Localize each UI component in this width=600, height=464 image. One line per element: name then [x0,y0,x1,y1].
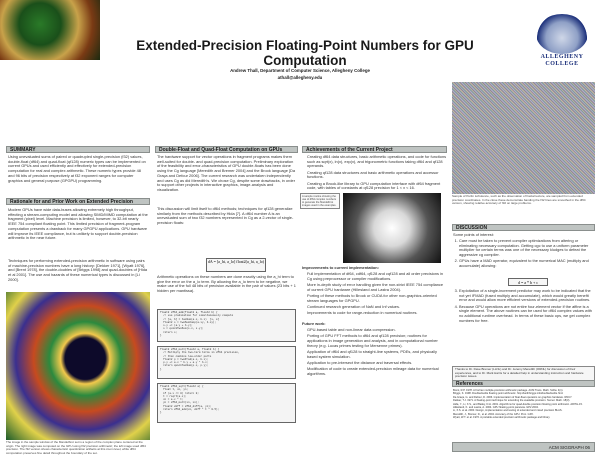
rationale-header: Rationale for and Prior Work on Extended Precision [6,198,150,205]
references-list [453,389,594,441]
improvement-item: • Porting of these methods to Brook or CUDA for other non-graphics-oriented stream languages for GPGPU. [307,294,447,303]
rationale-p2: Techniques for performing extended-precision arithmetic in software using pairs of machine-precision numbers have a long history: [Dekker 1971], [Wyatt 1976], and [Brent 1978], the double-doubles of [Briggs 1998] and quad-doubles of [Hida et al 2001]. The use and hazards of these numerical types is discussed in [Li 2000]. [8,259,148,282]
future-item: • GPU-based table and non-linear data compression. [307,328,447,333]
improvement-item: • Continued research generation of NaN and Inf values. [307,305,447,310]
discussion-list-b [453,289,594,363]
reference-item: Briggs, K. 1998. Doubledouble floating point arithmetic. http://keithbriggs.info/doubledouble.html [453,392,563,396]
df64-formula: dA = [a_hi, a_lo] float2(a_hi, a_lo) [206,258,266,272]
improvement-item: • More in-depth study of error handling given the non-strict IEEE 754 compliance of current GPU hardware (Hillesland and Lastra 2004). [307,283,447,292]
reference-item: Hida, Y., Li, X.S., and Bailey, D.H. 2001. Algorithms for quad-double precision floating point arithmetic. ARITH-15. [453,402,583,406]
code-block-mult: float2 df64_mult(float2 a, float2 b) { // Multiply the two-term terms in df64 precision, // then combine low-order parts float2 p = twoProd(a.x, b.x); p.y += a.x * b.y + a.y * b.x; return quickTwoSum(p.x, p.y); } [157,346,296,379]
achievements-header: Achievements of the Current Project [302,146,447,153]
mad-formula: d = a * b + c [508,278,548,286]
sample-mandelbrot-image [343,193,441,263]
discussion-item: 4. Because GPU operations are not entire four-element vector if the affine is a single element. The above routines can be used for df64 complex values with no additional runtime overhead. In terms of these basic ops, we get complex numbers for free. [459,305,594,324]
discussion-list-a [453,239,594,275]
acknowledgment-box: Thanks to Dr. Dave Bremer (LLNL) and Dr. Jeremy Meredith (ORNL) for discussion of their experiences, and to Dr. Mark Harris for a detailed help in understanding instruction and hardware precision issues. [452,366,595,381]
future-item: • Application to pre-intersect the distance and traversal effects. [307,361,447,366]
perlin-noise-caption: Sample of Perlin turbulence, such as the observation of fractal texture, are sampled from extended precision coordinates. In the close these demonstrate banding the f32 lines are smoothed in the df64 version, showing relative accuracy of f32 on large problems. [452,194,586,206]
double-quad-header: Double-Float and Quad-Float Computation on GPUs [155,146,298,153]
summary-header: SUMMARY [6,146,150,153]
reference-item: Wyatt, W.T. et al. 1976. A portable extended precision arithmetic package and library. [453,416,551,420]
summary-text: Using unevaluated sums of paired or quadrupled single-precision (f32) values, double-float (df64) and quad-float (qf128) numeric types can be implemented on current GPUs and used efficiently and effectively for extended-precision computation for real and complex arithmetic. These numeric types provide 48 and 96 bits of precision respectively at f32 exponent ranges for computer graphics and general purpose (GPGPU) programming. [8,155,146,183]
achievement-item: • Creating qf128 data structures and basic arithmetic operations and accessor functions. [307,171,447,180]
code-block-sqrt: float4 df64_sqrt(float2 a) { float t, xn, yn; if (a.x <= 0) return 0; t = rsqrt(a.x); xn = a.x * t; yn = df64_mult(xn, xn); float2 diff = df64_diff(a, yn); return df64_add(xn, diff * t * 0.5); } [157,383,296,423]
logo-line2: COLLEGE [545,61,579,67]
references-header: References [452,380,595,387]
siggraph-footer: ACM SIGGRAPH 06 [452,442,595,452]
sample-routine-caption: A sample routine showing the use of df64 complex numbers to generate the Mandelbrot images used in the examples. [300,193,340,209]
improvements-header: Improvements to current implementation: [302,266,379,270]
double-quad-p2: This discussion will limit itself to df64 methods; techniques for qf128 generalize similarly from the methods described by Hida [7]. A df64 number A is an unevaluated sum of two f32 numbers represented in Cg as a 2-vector of single-precision floats: [157,207,294,226]
mandelbrot-caption: The image in the sample window of the Mandelbrot set is a region of the complex plane centered at the origin. The right image was computed on the GPU using f32 precision arithmetic; the left image used df64 precision. The f32 version shows characteristic quantization artifacts at this zoom level, while df64 computation preserves fine detail throughout the boundary of the set. [6,440,146,455]
mandelbrot-comparison-image [6,292,150,440]
future-item: • Porting of GPU FFT methods to df64 and qf128 precision; routines for applications in image generation and analysis, and in computational number theory (e.g. Lucas primes testing for Mersenne primes). [307,334,447,348]
future-item: • Modification of code to create extended-precision mileage data for numerical algorithms. [307,367,447,376]
achievements-list [302,155,447,192]
achievement-item: • Creating a Brook-like library to GPU computation interface with df64 fragment code, with tables of constants at qf128 precision for 1 < x < 16. [307,182,447,191]
future-work-list [302,328,447,416]
discussion-item: 3. Exploitation of a single-increment predictor may work to be indicated that the not yet IFMAD (fused multiply and accumulate), which would greatly benefit error and would allow more efficient versions of extended-precision routines. [459,289,594,303]
improvements-list [302,272,447,320]
college-logo [530,14,594,70]
achievement-item: • Creating df64 data structures, basic arithmetic operations, and code for functions such as sqrt(x), ln(x), exp(x), and trigonometric functions taking df64 and qf128 operands. [307,155,447,169]
double-quad-p3: Arithmetic operations on these numbers are done exactly using the a_hi term to give the error on the a_lo term. By allowing the a_lo term to be negative, we make use of the full 48 bits of precision available in the pair of values (23 bits + 1 hidden per mantissa). [157,275,296,294]
discussion-intro: Some points of interest: [453,233,494,237]
reference-item: Dekker, T.J. 1971. A floating-point technique for extending the available precision. Numer. Math. 18(3). [453,399,571,403]
improvement-item: • Improvements to code for range-reduction in numerical routines. [307,311,447,316]
page-title: Extended-Precision Floating-Point Numbers for GPU Computation [136,38,474,68]
reference-item: Brent, R.P. 1978. A Fortran multiple-precision arithmetic package. ACM Trans. Math. Softw. 4(1). [453,389,564,392]
author-line: Andrew Thall, Department of Computer Science, Allegheny College [230,68,370,73]
reference-item: Li, X.S. et al. 2000. Design, implementation and testing of extended and mixed precision BLAS. [453,409,563,413]
discussion-item: 1. Care must be taken to prevent compiler optimizations from altering or eliminating necessary computation. Getting cgc to use a uniform parameter multiplier for certain terms was one of the necessary kludges to defeat the aggressive cg compiler. [459,239,594,258]
reference-item: Da Graça, G. and Defour, D. 2006. Implementation of float-float operators on graphics hardware. RNC7. [453,395,573,399]
corner-fractal-image [0,0,100,60]
rationale-p1: Modern GPUs have wide data-buses allowing extremely high throughput, effecting a stream-computing model and allowing SIMD/MIMD computation at the fragment (pixel) level. Machine precision is limited, however, to 32-bit nearly IEEE 754 compliant floating point. This limited precision of fragment-program computation presents a drawback for many GPGPU applications. GPU hardware will improve its IEEE compliance, but is unlikely to support double-precision arithmetic in the near future. [8,208,148,241]
discussion-header: DISCUSSION [452,224,595,231]
future-work-header: Future work: [302,322,326,326]
perlin-noise-image [452,82,595,194]
reference-item: Hillesland, K. and Lastra, A. 2004. GPU floating-point paranoia. GP2 2004. [453,406,539,410]
reference-item: Meredith, J., Bremer, D., et al. 2004. Accuracy of the GPU. Proc. GP2. [453,412,534,416]
code-block-add: float2 df64_add(float2 a, float2 b) { // use predication for simultaneously compute // [a, b] = twoSum(a.x, b.x) [s, e] float2 s = twoSumComp(a.xy, b.xy); s.y += (a.y + b.y); s = quickTwoSum(s.x, s.y); return s; } [157,309,296,342]
logo-line1: ALLEGHENY [540,54,584,60]
discussion-item: 2. GPUs have a MAD operator, equivalent to the numerical MAC (multiply and accumulate) allowing: [459,259,594,268]
improvement-item: • Full implementation of df64, cdf64, qf128 and cqf128 and all order precisions in Cg using preprocessor or compiler modifications. [307,272,447,281]
author-email: athall@allegheny.edu [277,75,323,80]
college-emblem-icon [536,14,588,54]
future-item: • Application of df64 and qf128 to straight-line systems, PDEs, and physically based system simulation. [307,350,447,359]
double-quad-p1: The hardware support for vector operations in fragment programs makes them well-suited for double- and quad-precision computation. Preliminary exploration of the feasibility and error-characteristics of GPU double-floats has been done using the Cg language [Meredith and Bremer 2004] and the Brook language [Da Graça and Defour 2006]. The current research was undertaken independently and uses Cg as did Meredith's. We chose Cg, despite some drawbacks, in order to support other projects in interactive graphics, image-analysis and visualization. [157,155,295,192]
